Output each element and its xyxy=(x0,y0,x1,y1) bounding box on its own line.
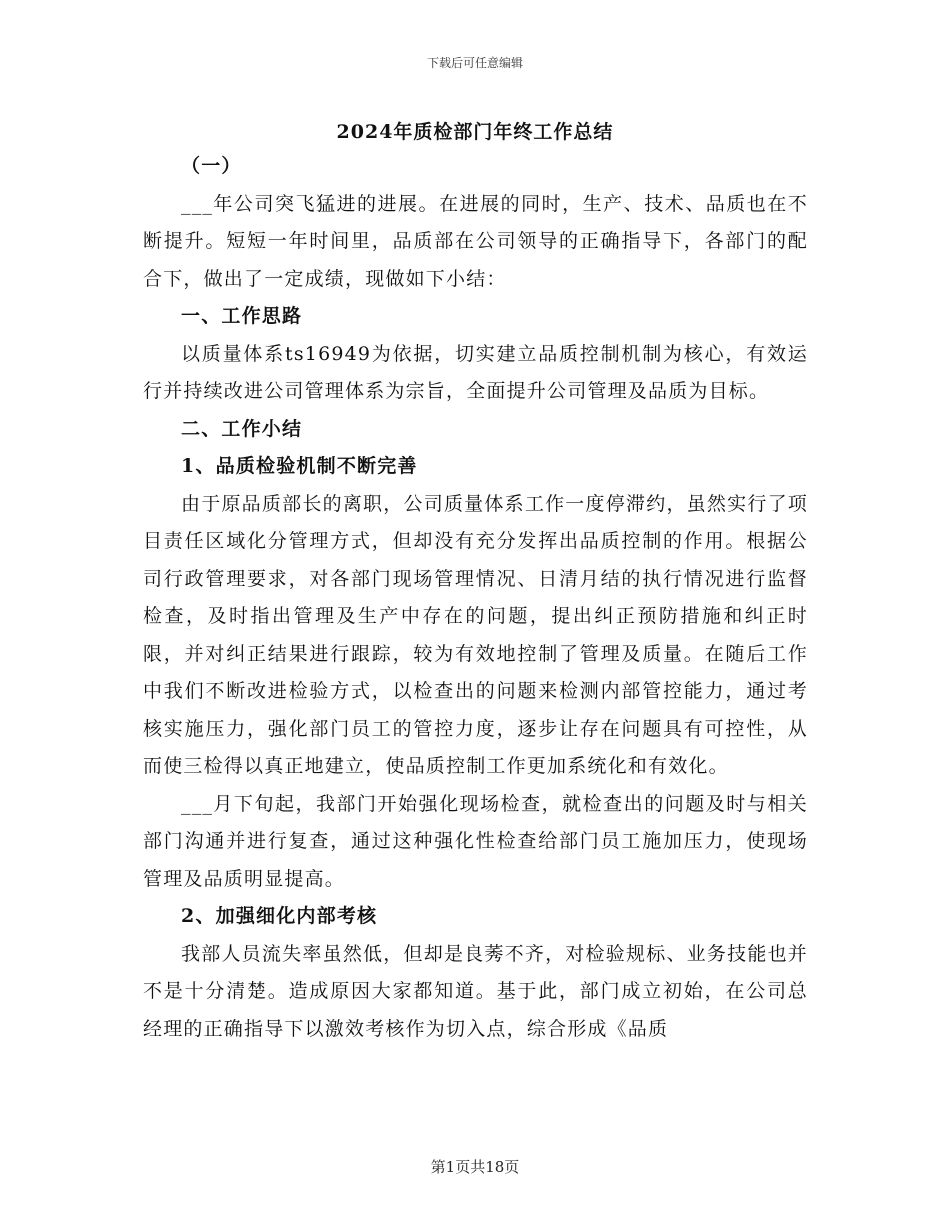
paragraph-assessment: 我部人员流失率虽然低，但却是良莠不齐，对检验规标、业务技能也并不是十分清楚。造成原因大家都知道。基于此，部门成立初始，在公司总经理的正确指导下以激效考核作为切入点，综合形成《品质 xyxy=(143,942,808,1040)
header-note: 下载后可任意编辑 xyxy=(426,56,523,70)
heading-work-approach: 一、工作思路 xyxy=(181,305,303,327)
document-title: 2024年质检部门年终工作总结 xyxy=(336,121,614,143)
heading-inspection-mechanism: 1、品质检验机制不断完善 xyxy=(181,455,418,477)
section-label: （一） xyxy=(181,155,242,177)
heading-internal-assessment: 2、加强细化内部考核 xyxy=(181,905,378,927)
paragraph-inspection: 由于原品质部长的离职，公司质量体系工作一度停滞约，虽然实行了项目责任区域化分管理方式，但却没有充分发挥出品质控制的作用。根据公司行政管理要求，对各部门现场管理情况、日清月结的执行情况进行监督检查，及时指出管理及生产中存在的问题，提出纠正预防措施和纠正时限，并对纠正结果进行跟踪，较为有效地控制了管理及质量。在随后工作中我们不断改进检验方式，以检查出的问题来检测内部管控能力，通过考核实施压力，强化部门员工的管控力度，逐步让存在问题具有可控性，从而使三检得以真正地建立，使品质控制工作更加系统化和有效化。 xyxy=(143,492,808,777)
paragraph-site-check: ___月下旬起，我部门开始强化现场检查，就检查出的问题及时与相关部门沟通并进行复查，通过这种强化性检查给部门员工施加压力，使现场管理及品质明显提高。 xyxy=(143,792,808,890)
heading-work-summary: 二、工作小结 xyxy=(181,417,303,440)
page-indicator: 第1页共18页 xyxy=(430,1158,520,1176)
paragraph-intro: ___年公司突飞猛进的进展。在进展的同时，生产、技术、品质也在不断提升。短短一年时间里，品质部在公司领导的正确指导下，各部门的配合下，做出了一定成绩，现做如下小结： xyxy=(143,192,808,290)
paragraph-approach: 以质量体系ts16949为依据，切实建立品质控制机制为核心，有效运行并持续改进公司管理体系为宗旨，全面提升公司管理及品质为目标。 xyxy=(143,342,808,402)
document-body xyxy=(143,148,808,1048)
